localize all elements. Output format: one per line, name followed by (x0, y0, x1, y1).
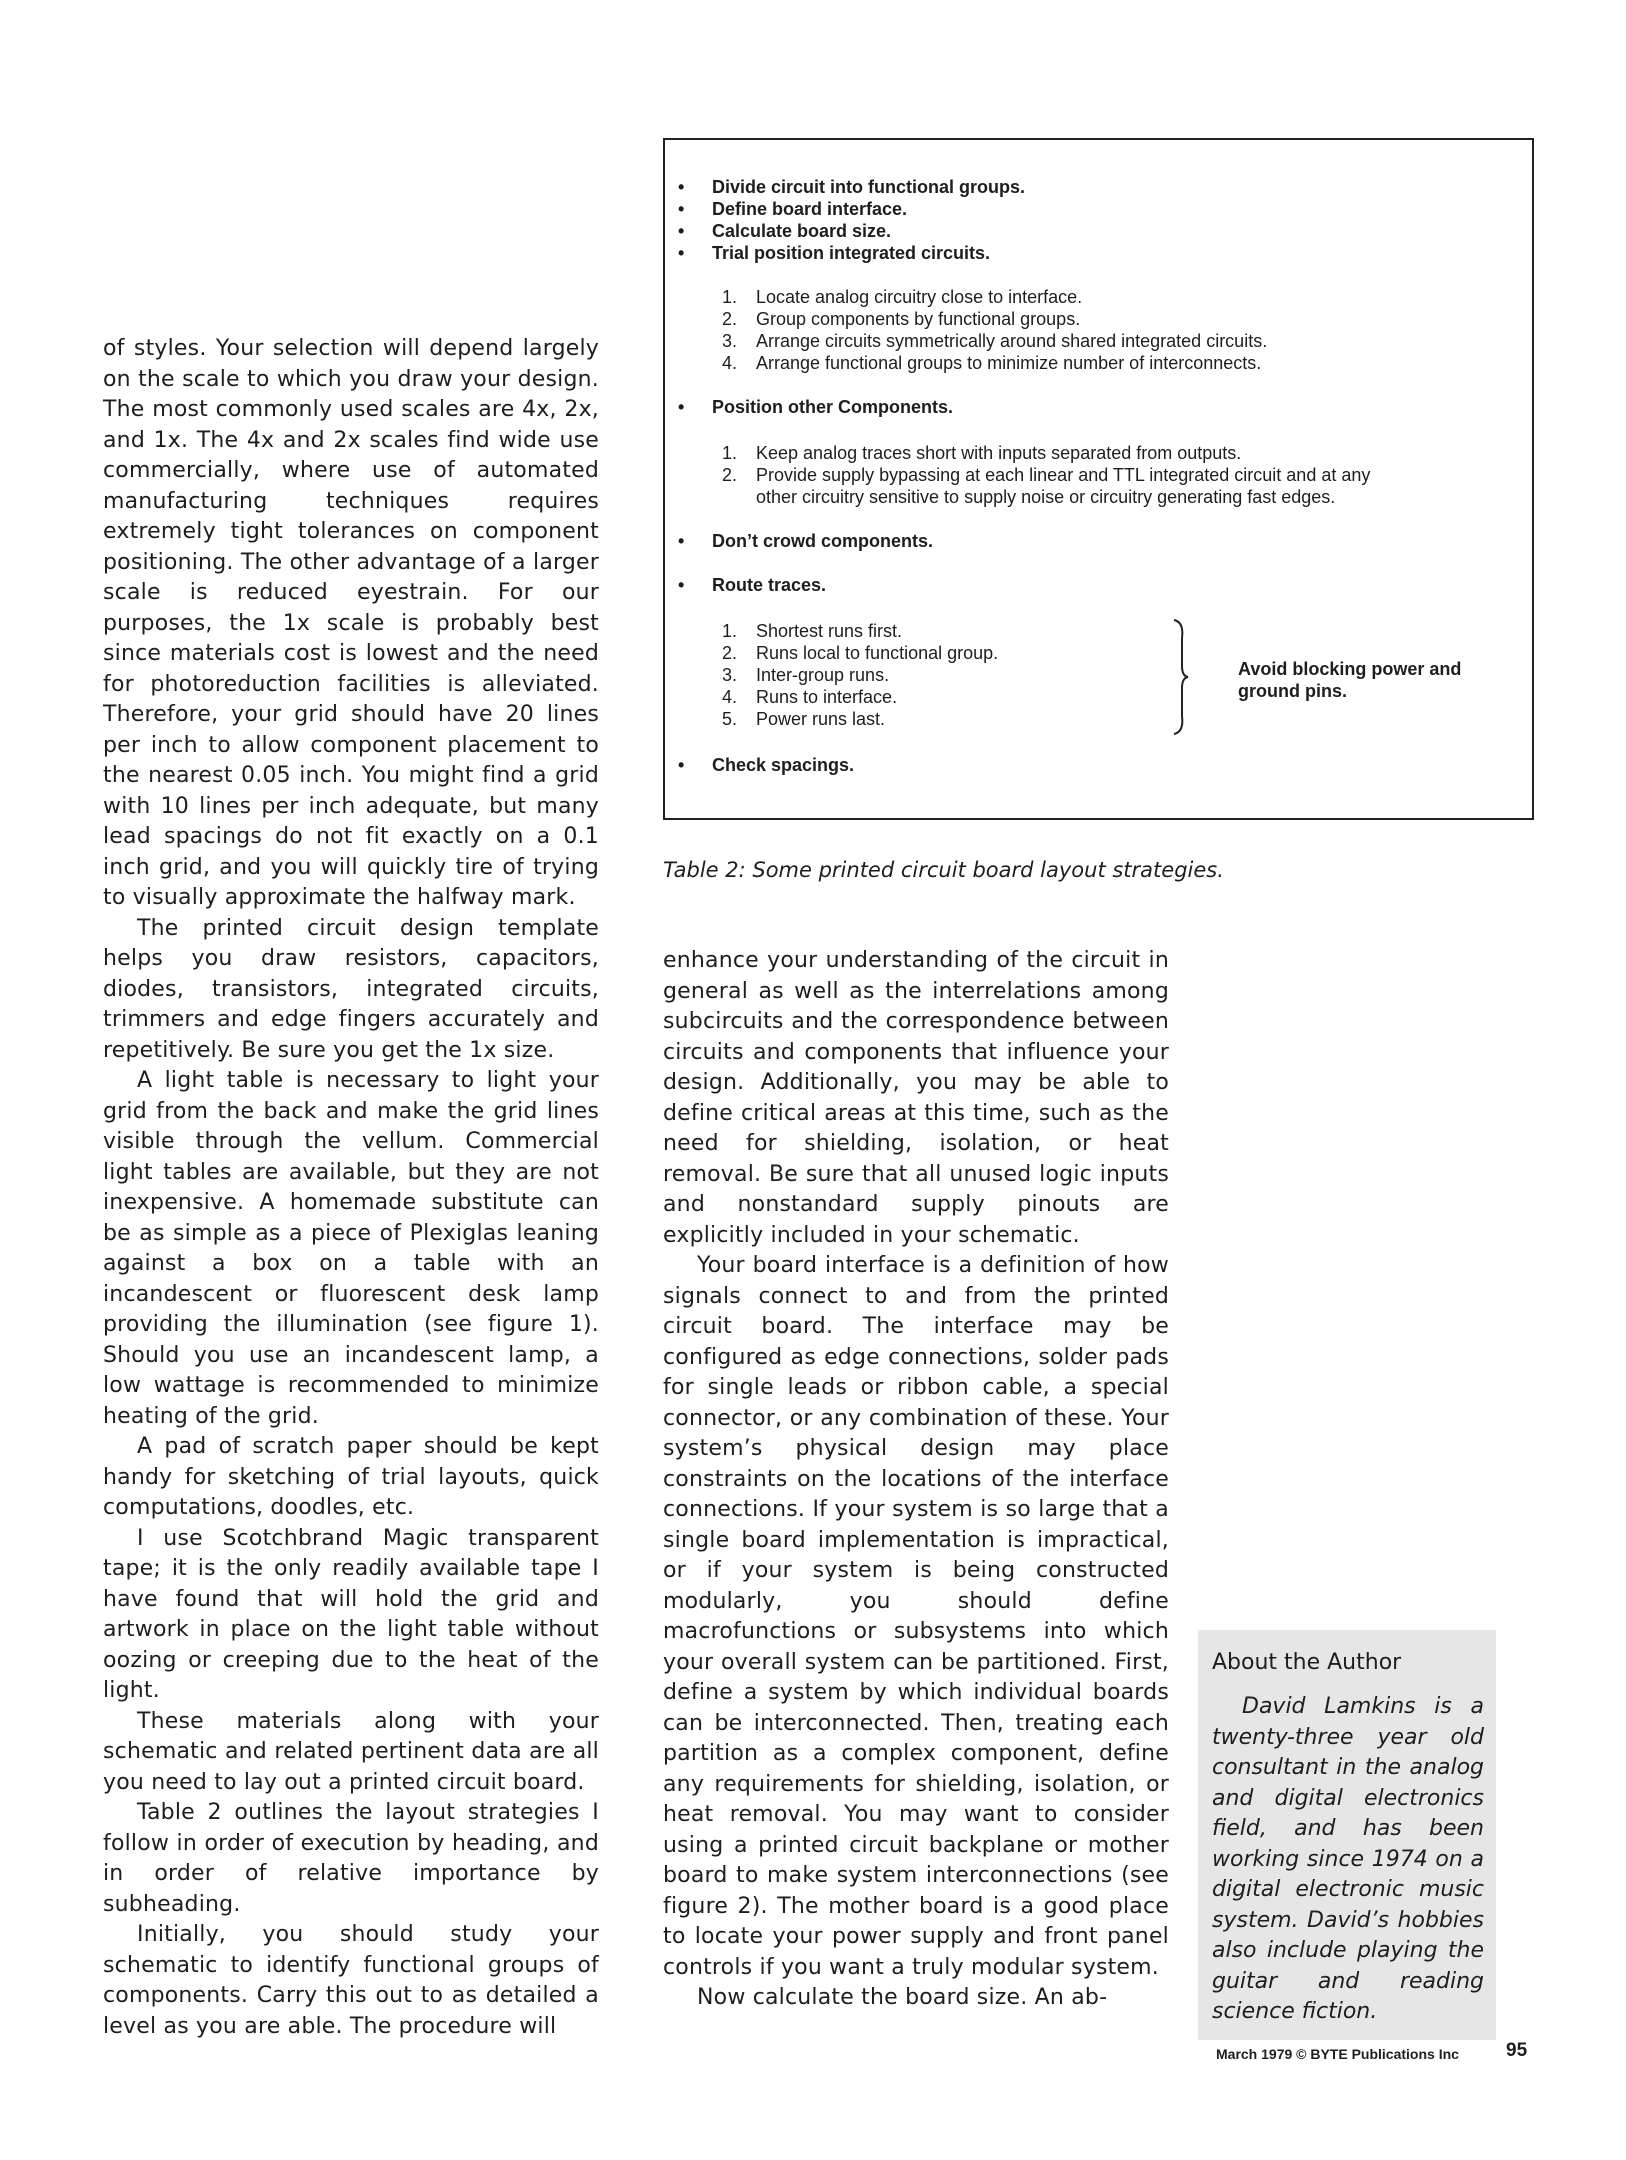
numbered-item: 3. Inter-group runs. (722, 665, 890, 685)
numbered-item: 3. Arrange circuits symmetrically around shared integrated circuits. (722, 331, 1268, 351)
bullet-item: • Trial position integrated circuits. (678, 243, 991, 263)
body-paragraph: Your board interface is a definition of how signals connect to and from the printed circuit board. The interface may be configured as edge connections, solder pads for single leads or ribbon cable, a special connector, or any combination of these. Your system’s physical design may place constraints on the locations of the interface connections. If your system is so large that a single board implementation is impractical, or if your system is being constructed modularly, you should define macrofunctions or subsystems into which your overall system can be partitioned. First, define a system by which individual boards can be interconnected. Then, treating each partition as a complex component, define any requirements for shielding, isolation, or heat removal. You may want to consider using a printed circuit backplane or mother board to make system interconnections (see figure 2). The mother board is a good place to locate your power supply and front panel controls if you want a truly modular system. (663, 1253, 1169, 1980)
numbered-item: 4. Runs to interface. (722, 687, 898, 707)
body-paragraph: of styles. Your selection will depend largely on the scale to which you draw your design. The most commonly used scales are 4x, 2x, and 1x. The 4x and 2x scales find wide use commercially, where use of automated manufacturing techniques requires extremely tight tolerances on component positioning. The other advantage of a larger scale is reduced eyestrain. For our purposes, the 1x scale is probably best since materials cost is lowest and the need for photoreduction facilities is alleviated. Therefore, your grid should have 20 lines per inch to allow component placement to the nearest 0.05 inch. You might find a grid with 10 lines per inch adequate, but many lead spacings do not fit exactly on a 0.1 inch grid, and you will quickly tire of trying to visually approximate the halfway mark. (103, 336, 599, 910)
body-paragraph: Now calculate the board size. An ab- (697, 1985, 1108, 2010)
numbered-item-continuation: other circuitry sensitive to supply noise or circuitry generating fast edges. (756, 487, 1336, 507)
body-paragraph: The printed circuit design template helps you draw resistors, capacitors, diodes, transistors, integrated circuits, trimmers and edge fingers accurately and repetitively. Be sure you get the 1x size. (103, 915, 599, 1063)
numbered-item: 1. Locate analog circuitry close to interface. (722, 287, 1083, 307)
left-column (103, 334, 599, 2042)
route-note: Avoid blocking power and ground pins. (1238, 659, 1462, 701)
bullet-item: • Define board interface. (678, 199, 908, 219)
author-bio: David Lamkins is a twenty-three year old consultant in the analog and digital electronics field, and has been working since 1974 on a digital electronic music system. David’s hobbies also include playing the guitar and reading science fiction. (1212, 1694, 1484, 2024)
body-paragraph: Initially, you should study your schematic to identify functional groups of components. Carry this out to as detailed a level as you are able. The procedure will (103, 1922, 599, 2039)
bullet-item: • Divide circuit into functional groups. (678, 177, 1026, 197)
strategy-table (663, 138, 1534, 820)
numbered-item: 4. Arrange functional groups to minimize number of interconnects. (722, 353, 1262, 373)
numbered-item: 2. Provide supply bypassing at each linear and TTL integrated circuit and at any (722, 465, 1371, 485)
numbered-item: 1. Shortest runs first. (722, 621, 903, 641)
bullet-item: • Route traces. (678, 575, 827, 595)
body-paragraph: These materials along with your schematic and related pertinent data are all you need to lay out a printed circuit board. (103, 1708, 599, 1795)
body-paragraph: Table 2 outlines the layout strategies I follow in order of execution by heading, and in order of relative importance by subheading. (103, 1800, 599, 1917)
numbered-item: 2. Runs local to functional group. (722, 643, 999, 663)
table-caption: Table 2: Some printed circuit board layout strategies. (663, 858, 1224, 882)
body-paragraph: enhance your understanding of the circuit in general as well as the interrelations among subcircuits and the correspondence between circuits and components that influence your design. Additionally, you may be able to define critical areas at this time, such as the need for shielding, isolation, or heat removal. Be sure that all unused logic inputs and nonstandard supply pinouts are explicitly included in your schematic. (663, 948, 1169, 1248)
bullet-item: • Don’t crowd components. (678, 531, 934, 551)
middle-column (663, 946, 1169, 2014)
bullet-item: • Check spacings. (678, 755, 855, 775)
author-title: About the Author (1212, 1650, 1402, 1675)
body-paragraph: I use Scotchbrand Magic transparent tape; it is the only readily available tape I have found that will hold the grid and artwork in place on the light table without oozing or creeping due to the heat of the light. (103, 1525, 599, 1703)
author-sidebar (1198, 1630, 1496, 2040)
bullet-item: • Calculate board size. (678, 221, 892, 241)
numbered-item: 1. Keep analog traces short with inputs separated from outputs. (722, 443, 1242, 463)
body-paragraph: A pad of scratch paper should be kept handy for sketching of trial layouts, quick computations, doodles, etc. (103, 1434, 599, 1520)
bracket-icon (1168, 618, 1198, 736)
footer-credit: March 1979 © BYTE Publications Inc (1216, 2046, 1459, 2062)
numbered-item: 5. Power runs last. (722, 709, 886, 729)
numbered-item: 2. Group components by functional groups. (722, 309, 1081, 329)
page-number: 95 (1506, 2040, 1528, 2061)
bullet-item: • Position other Components. (678, 397, 953, 417)
body-paragraph: A light table is necessary to light your grid from the back and make the grid lines visible through the vellum. Commercial light tables are available, but they are not inexpensive. A homemade substitute can be as simple as a piece of Plexiglas leaning against a box on a table with an incandescent or fluorescent desk lamp providing the illumination (see figure 1). Should you use an incandescent lamp, a low wattage is recommended to minimize heating of the grid. (103, 1068, 599, 1429)
